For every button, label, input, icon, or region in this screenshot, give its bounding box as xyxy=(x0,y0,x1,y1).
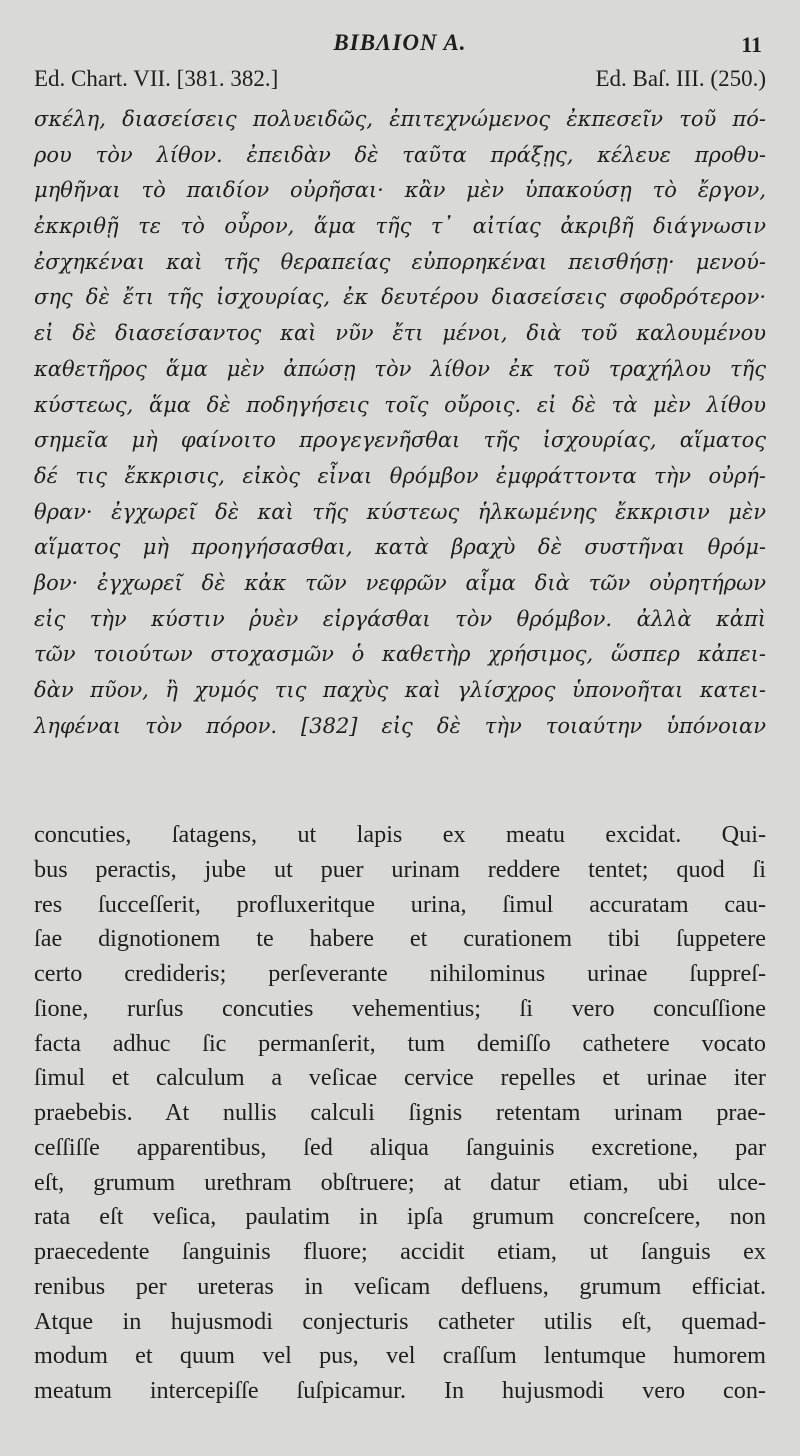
greek-text-line: αἵματος μὴ προηγήσασθαι, κατὰ βραχὺ δὲ συστῆναι θρόμ- xyxy=(34,535,766,560)
latin-text-line: ſione, rurſus concuties vehementius; ſi vero concuſſione xyxy=(34,994,766,1022)
running-head xyxy=(0,30,800,60)
greek-text-line: κύστεως, ἅμα δὲ ποδηγήσεις τοῖς οὔροις. εἰ δὲ τὰ μὲν λίθου xyxy=(34,392,766,417)
greek-text-line: δέ τις ἔκκρισις, εἰκὸς εἶναι θρόμβον ἐμφράττοντα τὴν οὐρή- xyxy=(34,463,766,488)
greek-text-line: εἰς τὴν κύστιν ῥυὲν εἰργάσθαι τὸν θρόμβον. ἀλλὰ κἀπὶ xyxy=(34,606,766,631)
greek-text-line: μηθῆναι τὸ παιδίον οὐρῆσαι· κἂν μὲν ὑπακούσῃ τὸ ἔργον, xyxy=(34,178,766,203)
edition-basel-reference: Ed. Baſ. III. (250.) xyxy=(595,66,766,91)
greek-text-line: ληφέναι τὸν πόρον. [382] εἰς δὲ τὴν τοιαύτην ὑπόνοιαν xyxy=(34,713,766,738)
latin-text-line: renibus per ureteras in veſicam defluens, grumum efficiat. xyxy=(34,1272,766,1300)
greek-text-block xyxy=(34,102,766,744)
greek-text-line: τῶν τοιούτων στοχασμῶν ὁ καθετὴρ χρήσιμος, ὥσπερ κἀπει- xyxy=(34,642,766,667)
latin-text-line: res ſucceſſerit, profluxeritque urina, ſimul accuratam cau- xyxy=(34,890,766,918)
latin-text-line: Atque in hujusmodi conjecturis catheter utilis eſt, quemad- xyxy=(34,1307,766,1335)
latin-text-line: certo credideris; perſeverante nihilominus urinae ſuppreſ- xyxy=(34,960,766,987)
greek-text-line: βον· ἐγχωρεῖ δὲ κἀκ τῶν νεφρῶν αἷμα διὰ τῶν οὐρητήρων xyxy=(34,570,766,595)
edition-chartier-reference: Ed. Chart. VII. [381. 382.] xyxy=(34,66,279,91)
greek-text-line: καθετῆρος ἅμα μὲν ἀπώσῃ τὸν λίθον ἐκ τοῦ τραχήλου τῆς xyxy=(34,356,766,381)
greek-text-line: σκέλη, διασείσεις πολυειδῶς, ἐπιτεχνώμενος ἐκπεσεῖν τοῦ πό- xyxy=(34,107,766,131)
greek-text-line: δὰν πῦον, ἢ χυμός τις παχὺς καὶ γλίσχρος ὑπονοῆται κατει- xyxy=(34,678,766,702)
latin-text-line: praecedente ſanguinis fluore; accidit etiam, ut ſanguis ex xyxy=(34,1238,766,1265)
greek-text-line: ρου τὸν λίθον. ἐπειδὰν δὲ ταῦτα πράξῃς, κέλευε προθυ- xyxy=(34,142,766,167)
greek-text-line: ἐσχηκέναι καὶ τῆς θεραπείας εὐπορηκέναι πεισθήσῃ· μενού- xyxy=(34,249,766,274)
latin-text-line: ſimul et calculum a veſicae cervice repelles et urinae iter xyxy=(34,1064,766,1092)
latin-text-line: ceſſiſſe apparentibus, ſed aliqua ſanguinis excretione, par xyxy=(34,1133,766,1161)
latin-text-line: facta adhuc ſic permanſerit, tum demiſſo cathetere vocato xyxy=(34,1029,766,1057)
greek-text-line: ἐκκριθῇ τε τὸ οὖρον, ἅμα τῆς τ᾽ αἰτίας ἀκριβῆ διάγνωσιν xyxy=(34,214,766,239)
greek-text-line: σης δὲ ἔτι τῆς ἰσχουρίας, ἐκ δευτέρου διασείσεις σφοδρότερον· xyxy=(34,285,766,310)
greek-text-line: σημεῖα μὴ φαίνοιτο προγεγενῆσθαι τῆς ἰσχουρίας, αἵματος xyxy=(34,428,766,453)
latin-text-line: ſae dignotionem te habere et curationem tibi ſuppetere xyxy=(34,925,766,953)
greek-text-line: θραν· ἐγχωρεῖ δὲ καὶ τῆς κύστεως ἡλκωμένης ἔκκρισιν μὲν xyxy=(34,499,766,524)
edition-reference-line xyxy=(34,66,766,94)
running-title: BIBΛΙΟΝ Α. xyxy=(333,30,467,55)
latin-text-block xyxy=(34,818,766,1409)
latin-text-line: concuties, ſatagens, ut lapis ex meatu excidat. Qui- xyxy=(34,821,766,848)
latin-text-line: rata eſt veſica, paulatim in ipſa grumum concreſcere, non xyxy=(34,1203,766,1231)
greek-text-line: εἰ δὲ διασείσαντος καὶ νῦν ἔτι μένοι, διὰ τοῦ καλουμένου xyxy=(34,321,766,346)
latin-text-line: bus peractis, jube ut puer urinam reddere tentet; quod ſi xyxy=(34,855,766,883)
page-number: 11 xyxy=(741,32,762,57)
latin-text-line: praebebis. At nullis calculi ſignis retentam urinam prae- xyxy=(34,1099,766,1126)
latin-text-line: meatum intercepiſſe ſuſpicamur. In hujusmodi vero con- xyxy=(34,1377,766,1404)
latin-text-line: modum et quum vel pus, vel craſſum lentumque humorem xyxy=(34,1342,766,1370)
latin-text-line: eſt, grumum urethram obſtruere; at datur etiam, ubi ulce- xyxy=(34,1168,766,1196)
